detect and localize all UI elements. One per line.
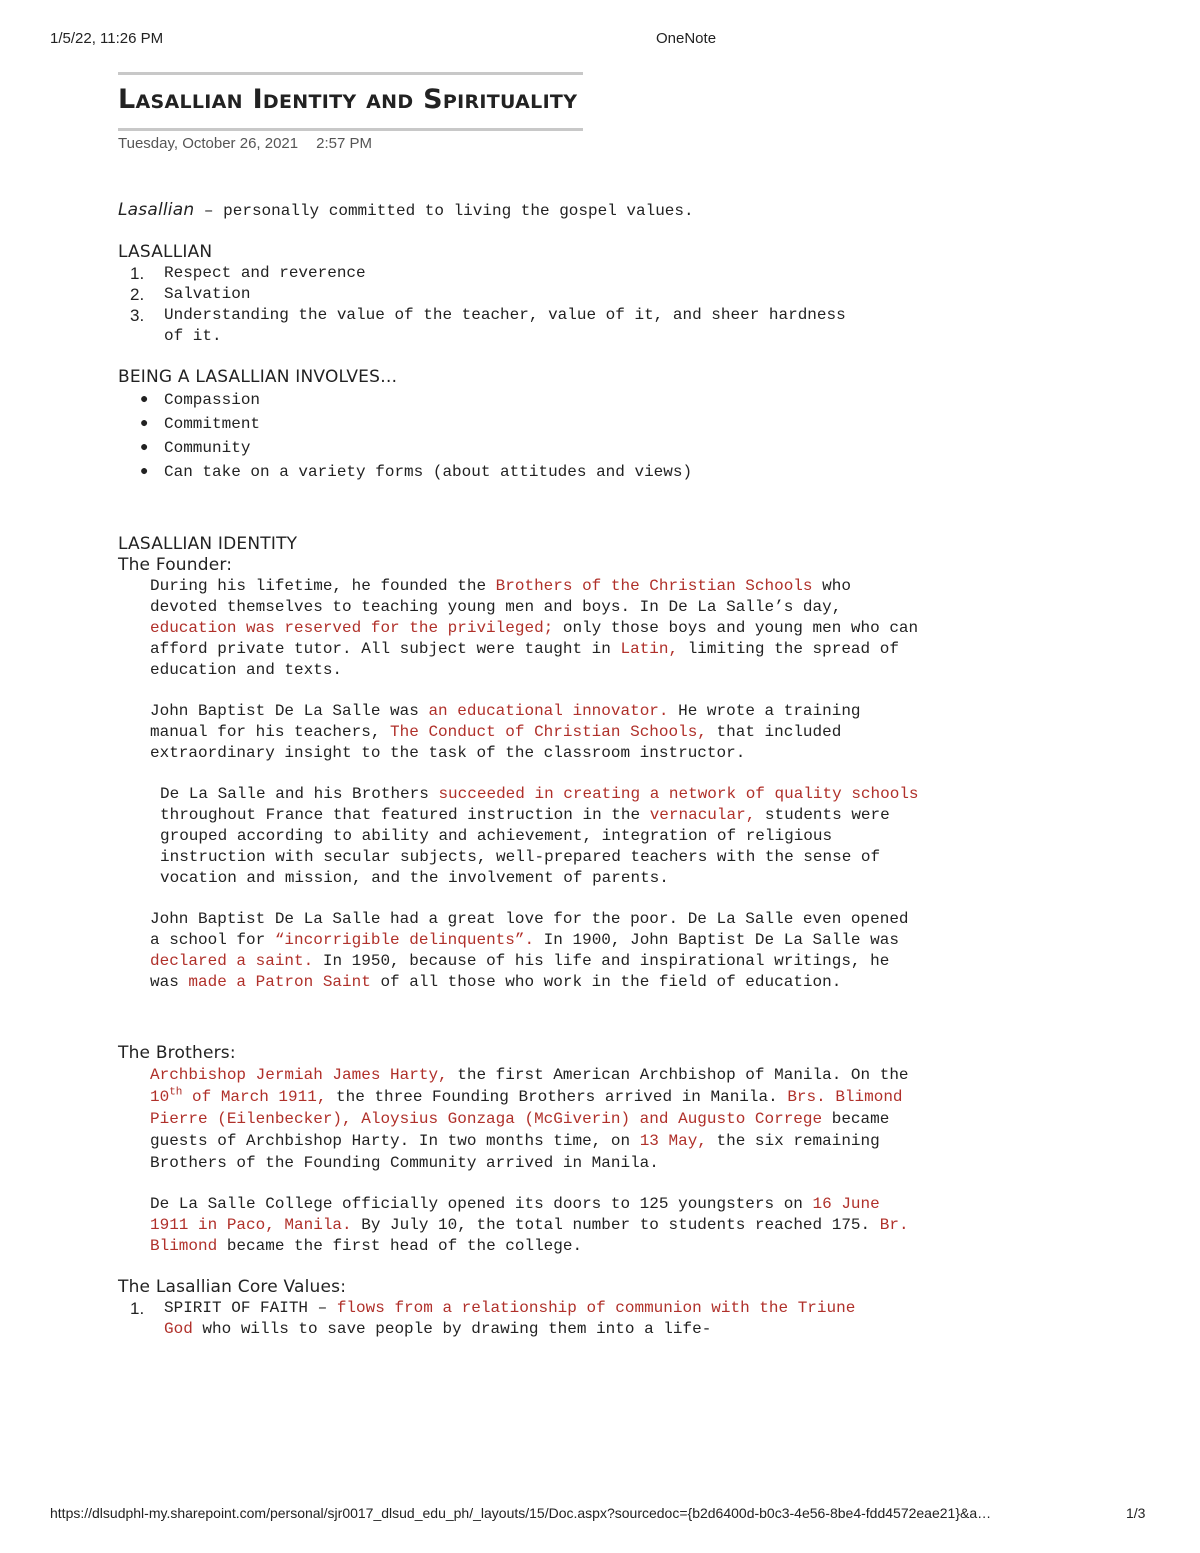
highlight-text: of March 1911, <box>182 1088 327 1106</box>
definition-term: Lasallian <box>118 200 195 220</box>
page-date: Tuesday, October 26, 2021 <box>118 135 299 152</box>
highlight-text: 10 <box>150 1088 170 1106</box>
page-title: Lasallian Identity and Spirituality <box>118 84 578 115</box>
highlight-text: succeeded in creating a network of quality schools <box>438 785 919 803</box>
list-item <box>118 412 918 436</box>
list-item <box>118 436 918 460</box>
involves-list <box>118 388 918 484</box>
founder-paragraph-4 <box>118 909 920 993</box>
highlight-text: Br. Blimond <box>150 1216 909 1255</box>
highlight-text: Brothers of the Christian Schools <box>495 577 813 595</box>
list-item <box>118 388 918 412</box>
list-item <box>118 305 918 347</box>
highlight-text: 13 May, <box>639 1132 707 1150</box>
list-item <box>118 460 918 484</box>
brothers-paragraph-1 <box>118 1064 920 1174</box>
list-item-text: Respect and reverence <box>164 264 366 282</box>
text-run: John Baptist De La Salle had a great love for the poor. De La Salle even opened a school for <box>150 910 909 949</box>
text-run: throughout France that featured instruction in the <box>160 806 650 824</box>
page-timestamp <box>118 135 372 152</box>
page-time: 2:57 PM <box>316 135 372 152</box>
title-top-rule <box>118 72 583 75</box>
brothers-paragraph-2 <box>118 1194 920 1257</box>
text-run: only those boys and young men who can afford private tutor. All subject were taught in <box>150 619 919 658</box>
involves-heading: BEING A LASALLIAN INVOLVES… <box>118 367 398 387</box>
list-item-text: Can take on a variety forms (about attitudes and views) <box>164 463 693 481</box>
identity-heading: LASALLIAN IDENTITY <box>118 534 298 554</box>
highlight-text: vernacular, <box>649 806 756 824</box>
core-values-heading: The Lasallian Core Values: <box>118 1277 347 1297</box>
highlight-text: an educational innovator. <box>428 702 669 720</box>
list-number: 1. <box>130 1299 145 1318</box>
founder-paragraph-2 <box>118 701 920 764</box>
highlight-text: The Conduct of Christian Schools, <box>390 723 707 741</box>
print-app-name: OneNote <box>656 30 717 47</box>
list-item <box>118 1298 888 1340</box>
highlight-text: 16 June 1911 in Paco, Manila. <box>150 1195 880 1234</box>
highlight-text: flows from a relationship of communion with the Triune God <box>164 1299 856 1338</box>
print-datetime: 1/5/22, 11:26 PM <box>50 30 164 47</box>
text-run: He wrote a training manual for his teachers, <box>150 702 861 741</box>
text-run: limiting the spread of education and texts. <box>150 640 899 679</box>
text-run: John Baptist De La Salle was <box>150 702 429 720</box>
text-run: who wills to save people by drawing them into a life- <box>192 1320 712 1338</box>
text-run: De La Salle and his Brothers <box>160 785 439 803</box>
list-item-text: Compassion <box>164 391 261 409</box>
text-run: students were grouped according to ability and achievement, integration of religious instruction with secular subjects, well-prepared teachers with the sense of vocation and mission, and the involvement of parents. <box>160 806 890 887</box>
text-run: In 1900, John Baptist De La Salle was <box>534 931 899 949</box>
text-run: SPIRIT OF FAITH – <box>164 1299 337 1317</box>
list-item-text: Understanding the value of the teacher, value of it, and sheer hardness of it. <box>164 306 846 345</box>
text-run: the six remaining Brothers of the Founding Community arrived in Manila. <box>150 1132 880 1172</box>
highlight-text: education was reserved for the privileged; <box>150 619 554 637</box>
bullet-icon: ● <box>140 392 149 408</box>
list-item-text: Salvation <box>164 285 251 303</box>
print-page-number: 1/3 <box>1126 1505 1146 1521</box>
highlight-text: Latin, <box>620 640 679 658</box>
bullet-icon: ● <box>140 416 149 432</box>
list-number: 3. <box>130 306 145 325</box>
lasallian-list <box>118 263 918 347</box>
print-footer-url: https://dlsudphl-my.sharepoint.com/personal/sjr0017_dlsud_edu_ph/_layouts/15/Doc.aspx?sourcedoc={b2d6400d-b0c3-4e56-8be4-fdd4572eae21}&a… <box>50 1505 992 1521</box>
text-run: who devoted themselves to teaching young men and boys. In De La Salle’s day, <box>150 577 851 616</box>
lasallian-heading: LASALLIAN <box>118 242 213 262</box>
list-number: 2. <box>130 285 145 304</box>
definition-text: – personally committed to living the gospel values. <box>194 202 694 220</box>
list-item <box>118 284 918 305</box>
list-item-text: Community <box>164 439 251 457</box>
text-run: the first American Archbishop of Manila. On the <box>447 1066 909 1084</box>
highlight-text: declared a saint. <box>150 952 314 970</box>
title-bottom-rule <box>118 128 583 131</box>
highlight-text: “incorrigible delinquents”. <box>274 931 535 949</box>
core-values-list <box>118 1298 918 1340</box>
list-item-text: Commitment <box>164 415 261 433</box>
bullet-icon: ● <box>140 440 149 456</box>
brothers-heading: The Brothers: <box>118 1043 236 1063</box>
founder-heading: The Founder: <box>118 555 233 575</box>
text-run: became guests of Archbishop Harty. In two months time, on <box>150 1110 890 1150</box>
text-run: By July 10, the total number to students reached 175. <box>351 1216 880 1234</box>
highlight-text: Archbishop Jermiah James Harty, <box>150 1066 448 1084</box>
highlight-text: Brs. Blimond Pierre (Eilenbecker), Aloysius Gonzaga (McGiverin) and Augusto Correge <box>150 1088 903 1128</box>
superscript-text: th <box>169 1086 183 1099</box>
text-run: that included extraordinary insight to the task of the classroom instructor. <box>150 723 842 762</box>
text-run: In 1950, because of his life and inspirational writings, he was <box>150 952 890 991</box>
text-run: of all those who work in the field of education. <box>370 973 842 991</box>
bullet-icon: ● <box>140 464 149 480</box>
text-run: became the first head of the college. <box>217 1237 583 1255</box>
founder-paragraph-3 <box>118 784 920 889</box>
note-body <box>118 200 918 1340</box>
list-item <box>118 263 918 284</box>
text-run: De La Salle College officially opened its doors to 125 youngsters on <box>150 1195 813 1213</box>
text-run: the three Founding Brothers arrived in Manila. <box>326 1088 788 1106</box>
founder-paragraph-1 <box>118 576 920 681</box>
list-number: 1. <box>130 264 145 283</box>
definition-line <box>118 200 918 222</box>
highlight-text: made a Patron Saint <box>188 973 371 991</box>
text-run: During his lifetime, he founded the <box>150 577 496 595</box>
